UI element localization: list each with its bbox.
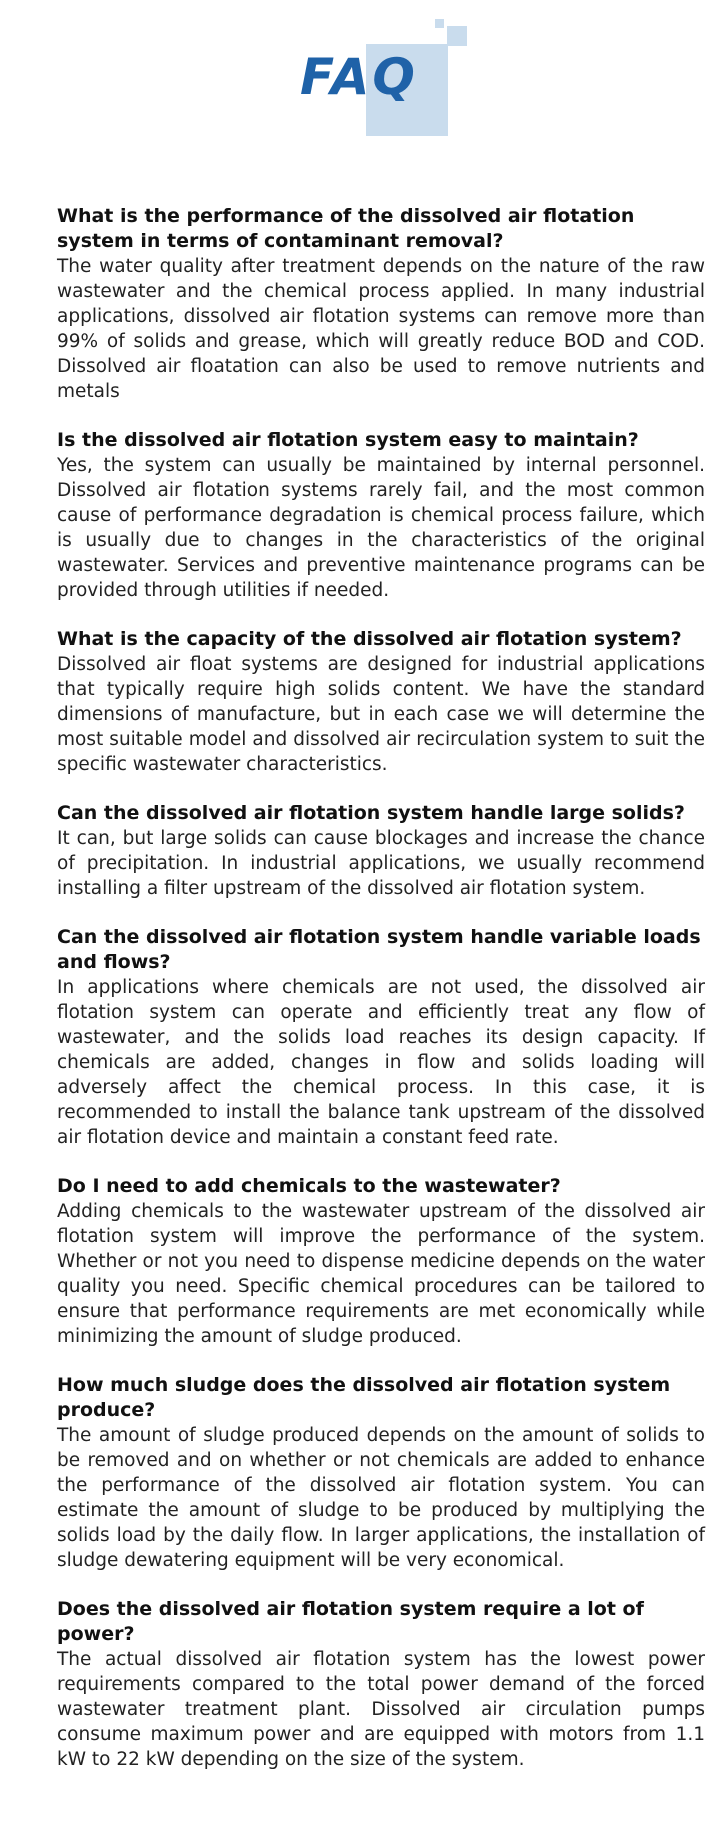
faq-item [57,1373,705,1573]
faq-question: Can the dissolved air flotation system handle variable loads and flows? [57,926,701,973]
faq-answer: In applications where chemicals are not used, the dissolved air flotation system can operate and efficiently treat any flow of wastewater, and the solids load reaches its design capacity. If chemicals are added, changes in flow and solids loading will adversely affect the chemical process. In this case, it is recommended to install the balance tank upstream of the dissolved air flotation device and maintain a constant feed rate. [57,977,705,1148]
faq-answer: Dissolved air float systems are designed for industrial applications that typically require high solids content. We have the standard dimensions of manufacture, but in each case we will determine the most suitable model and dissolved air recirculation system to suit the specific wastewater characteristics. [57,654,705,775]
faq-question: Do I need to add chemicals to the wastewater? [57,1175,561,1197]
faq-item [57,925,705,1150]
page-title: FAQ [300,48,418,106]
faq-answer: It can, but large solids can cause blockages and increase the chance of precipitation. In industrial applications, we usually recommend installing a filter upstream of the dissolved air flotation system. [57,828,705,899]
faq-answer: The amount of sludge produced depends on the amount of solids to be removed and on whether or not chemicals are added to enhance the performance of the dissolved air flotation system. You can estimate the amount of sludge to be produced by multiplying the solids load by the daily flow. In larger applications, the installation of sludge dewatering equipment will be very economical. [57,1425,705,1571]
faq-answer: Adding chemicals to the wastewater upstream of the dissolved air flotation system will improve the performance of the system. Whether or not you need to dispense medicine depends on the water quality you need. Specific chemical procedures can be tailored to ensure that performance requirements are met economically while minimizing the amount of sludge produced. [57,1201,705,1347]
faq-item [57,801,705,901]
faq-question: What is the capacity of the dissolved air flotation system? [57,628,682,650]
faq-item [57,428,705,603]
faq-question: Does the dissolved air flotation system require a lot of power? [57,1598,644,1645]
faq-item [57,627,705,777]
faq-question: How much sludge does the dissolved air flotation system produce? [57,1374,671,1421]
faq-answer: The actual dissolved air flotation system has the lowest power requirements compared to the total power demand of the forced wastewater treatment plant. Dissolved air circulation pumps consume maximum power and are equipped with motors from 1.1 kW to 22 kW depending on the size of the system. [57,1649,705,1770]
page-header [0,0,717,150]
decorative-square-medium [447,26,467,46]
faq-question: What is the performance of the dissolved air flotation system in terms of contaminant removal? [57,205,635,252]
faq-question: Can the dissolved air flotation system handle large solids? [57,802,685,824]
faq-item [57,1597,705,1772]
decorative-square-small [435,19,444,28]
faq-question: Is the dissolved air flotation system easy to maintain? [57,429,639,451]
faq-item [57,1174,705,1349]
faq-answer: The water quality after treatment depends on the nature of the raw wastewater and the chemical process applied. In many industrial applications, dissolved air flotation systems can remove more than 99% of solids and grease, which will greatly reduce BOD and COD. Dissolved air floatation can also be used to remove nutrients and metals [57,256,705,402]
faq-answer: Yes, the system can usually be maintained by internal personnel. Dissolved air flotation systems rarely fail, and the most common cause of performance degradation is chemical process failure, which is usually due to changes in the characteristics of the original wastewater. Services and preventive maintenance programs can be provided through utilities if needed. [57,455,705,601]
faq-item [57,204,705,404]
faq-list [57,204,705,1796]
